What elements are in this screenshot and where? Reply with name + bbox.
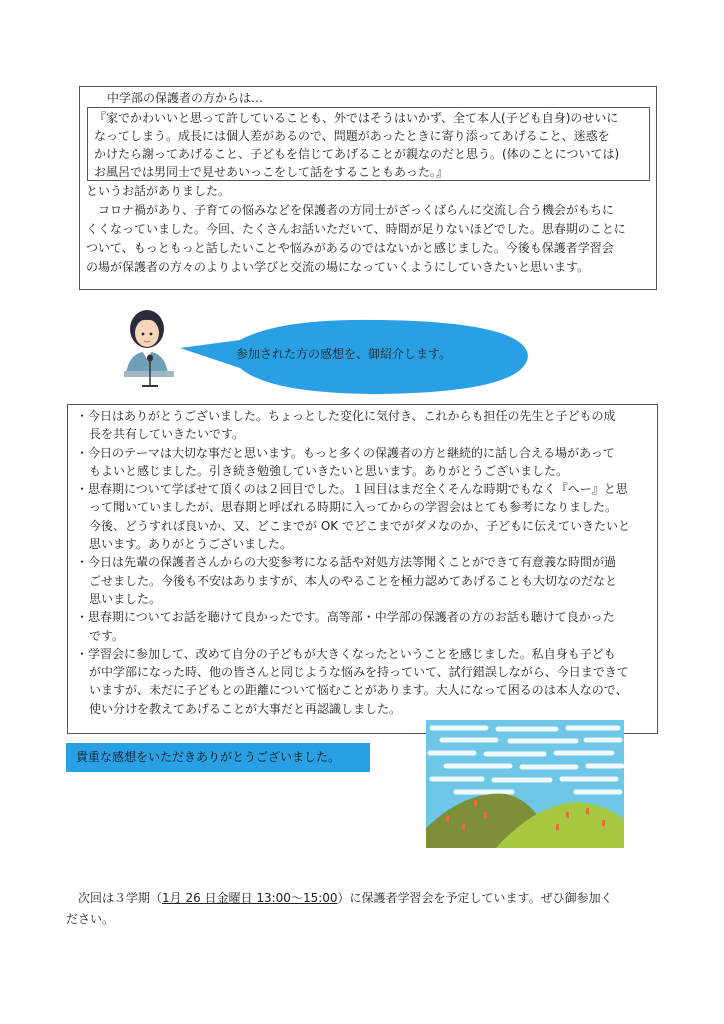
comment-line: ・今日のテーマは大切な事だと思います。もっと多くの保護者の方と継続的に話し合える場があって <box>76 445 615 460</box>
summary-line: ついて、もっともっと話したいことや悩みがあるのではないかと感じました。今後も保護者学習会 <box>86 241 614 255</box>
comment-line: 思いました。 <box>89 591 162 606</box>
next-session-notice <box>66 888 666 930</box>
comment-line: ・思春期について学ばせて頂くのは２回目でした。１回目はまだ全くそんな時期でもなく『へー』と思 <box>76 482 628 497</box>
comment-item <box>76 553 649 608</box>
comment-line: いますが、未だに子どもとの距離について悩むことがあります。大人になって困るのは本人なので、 <box>89 683 628 698</box>
comment-item <box>76 407 649 444</box>
quote-line: なってしまう。成長には個人差があるので、問題があったときに寄り添ってあげること、迷惑を <box>94 129 610 143</box>
participant-comments-box <box>67 404 658 734</box>
comment-line: もよいと感じました。引き続き勉強していきたいと思います。ありがとうございました。 <box>89 463 569 478</box>
comment-line: ・学習会に参加して、改めて自分の子どもが大きくなったということを感じました。私自身も子ども <box>76 646 616 661</box>
comment-item <box>76 608 649 645</box>
comment-line: ・今日はありがとうございました。ちょっとした変化に気付き、これからも担任の先生と子どもの成 <box>76 409 616 423</box>
notice-line <box>66 888 666 909</box>
summary-paragraph <box>86 182 651 277</box>
notice-line: ださい。 <box>66 912 115 926</box>
presenter-illustration <box>120 303 180 393</box>
quote-line: お風呂では男同士で見せあいっこをして話をすることもあった。』 <box>94 165 448 179</box>
summary-line: というお話がありました。 <box>86 184 231 198</box>
comment-item <box>76 645 649 718</box>
comment-line: 使い分けを教えてあげることが大事だと再認識しました。 <box>89 701 402 716</box>
comment-line: です。 <box>89 628 125 643</box>
comment-line: ・今日は先輩の保護者さんからの大変参考になる話や対処方法等聞くことができて有意義な時間が過 <box>76 555 617 570</box>
comment-item <box>76 444 649 481</box>
comment-item <box>76 480 649 553</box>
comment-line: 長を共有していきたいです。 <box>89 427 245 442</box>
notice-suffix: ）に保護者学習会を予定しています。ぜひ御参加く <box>337 891 613 905</box>
thanks-banner: 貴重な感想をいただきありがとうございました。 <box>66 743 370 772</box>
comment-line: ごせました。今後も不安はありますが、本人のやることを極力認めてあげることも大切なのだなと <box>89 573 618 588</box>
notice-prefix: 次回は３学期（ <box>66 891 163 905</box>
parent-quote-box <box>87 107 650 181</box>
summary-line: コロナ禍があり、子育ての悩みなどを保護者の方同士がざっくばらんに交流し合う機会がもちに <box>86 203 615 217</box>
quote-line: かけたら謝ってあげること、子どもを信じてあげることが親なのだと思う。(体のことについては) <box>94 147 620 161</box>
comment-line: ・思春期についてお話を聴けて良かったです。高等部・中学部の保護者の方のお話も聴けて良かった <box>76 610 615 625</box>
next-session-date: 1月 26 日金曜日 13:00～15:00 <box>162 891 338 905</box>
comment-line: 今後、どうすれば良いか、又、どこまでが OK でどこまでがダメなのか、子どもに伝えていきたいと <box>89 518 630 533</box>
comment-line: って聞いていましたが、思春期と呼ばれる時期に入ってからの学習会はとても参考になりました。 <box>89 500 618 515</box>
quote-line: 『家でかわいいと思って許していることも、外ではそうはいかず、全て本人(子ども自身)のせいに <box>94 111 619 125</box>
speech-bubble-text: 参加された方の感想を、御紹介します。 <box>236 347 452 361</box>
landscape-illustration <box>426 720 624 848</box>
section-heading: 中学部の保護者の方からは… <box>107 91 264 105</box>
comment-line: が中学部になった時、他の皆さんと同じような悩みを持っていて、試行錯誤しながら、今日まできて <box>89 665 629 680</box>
comment-line: 思います。ありがとうございました。 <box>89 537 293 552</box>
summary-line: の場が保護者の方々のよりよい学びと交流の場になっていくようにしていきたいと思います。 <box>86 260 590 274</box>
summary-line: くくなっていました。今回、たくさんお話いただいて、時間が足りないほどでした。思春期のことに <box>86 222 626 236</box>
